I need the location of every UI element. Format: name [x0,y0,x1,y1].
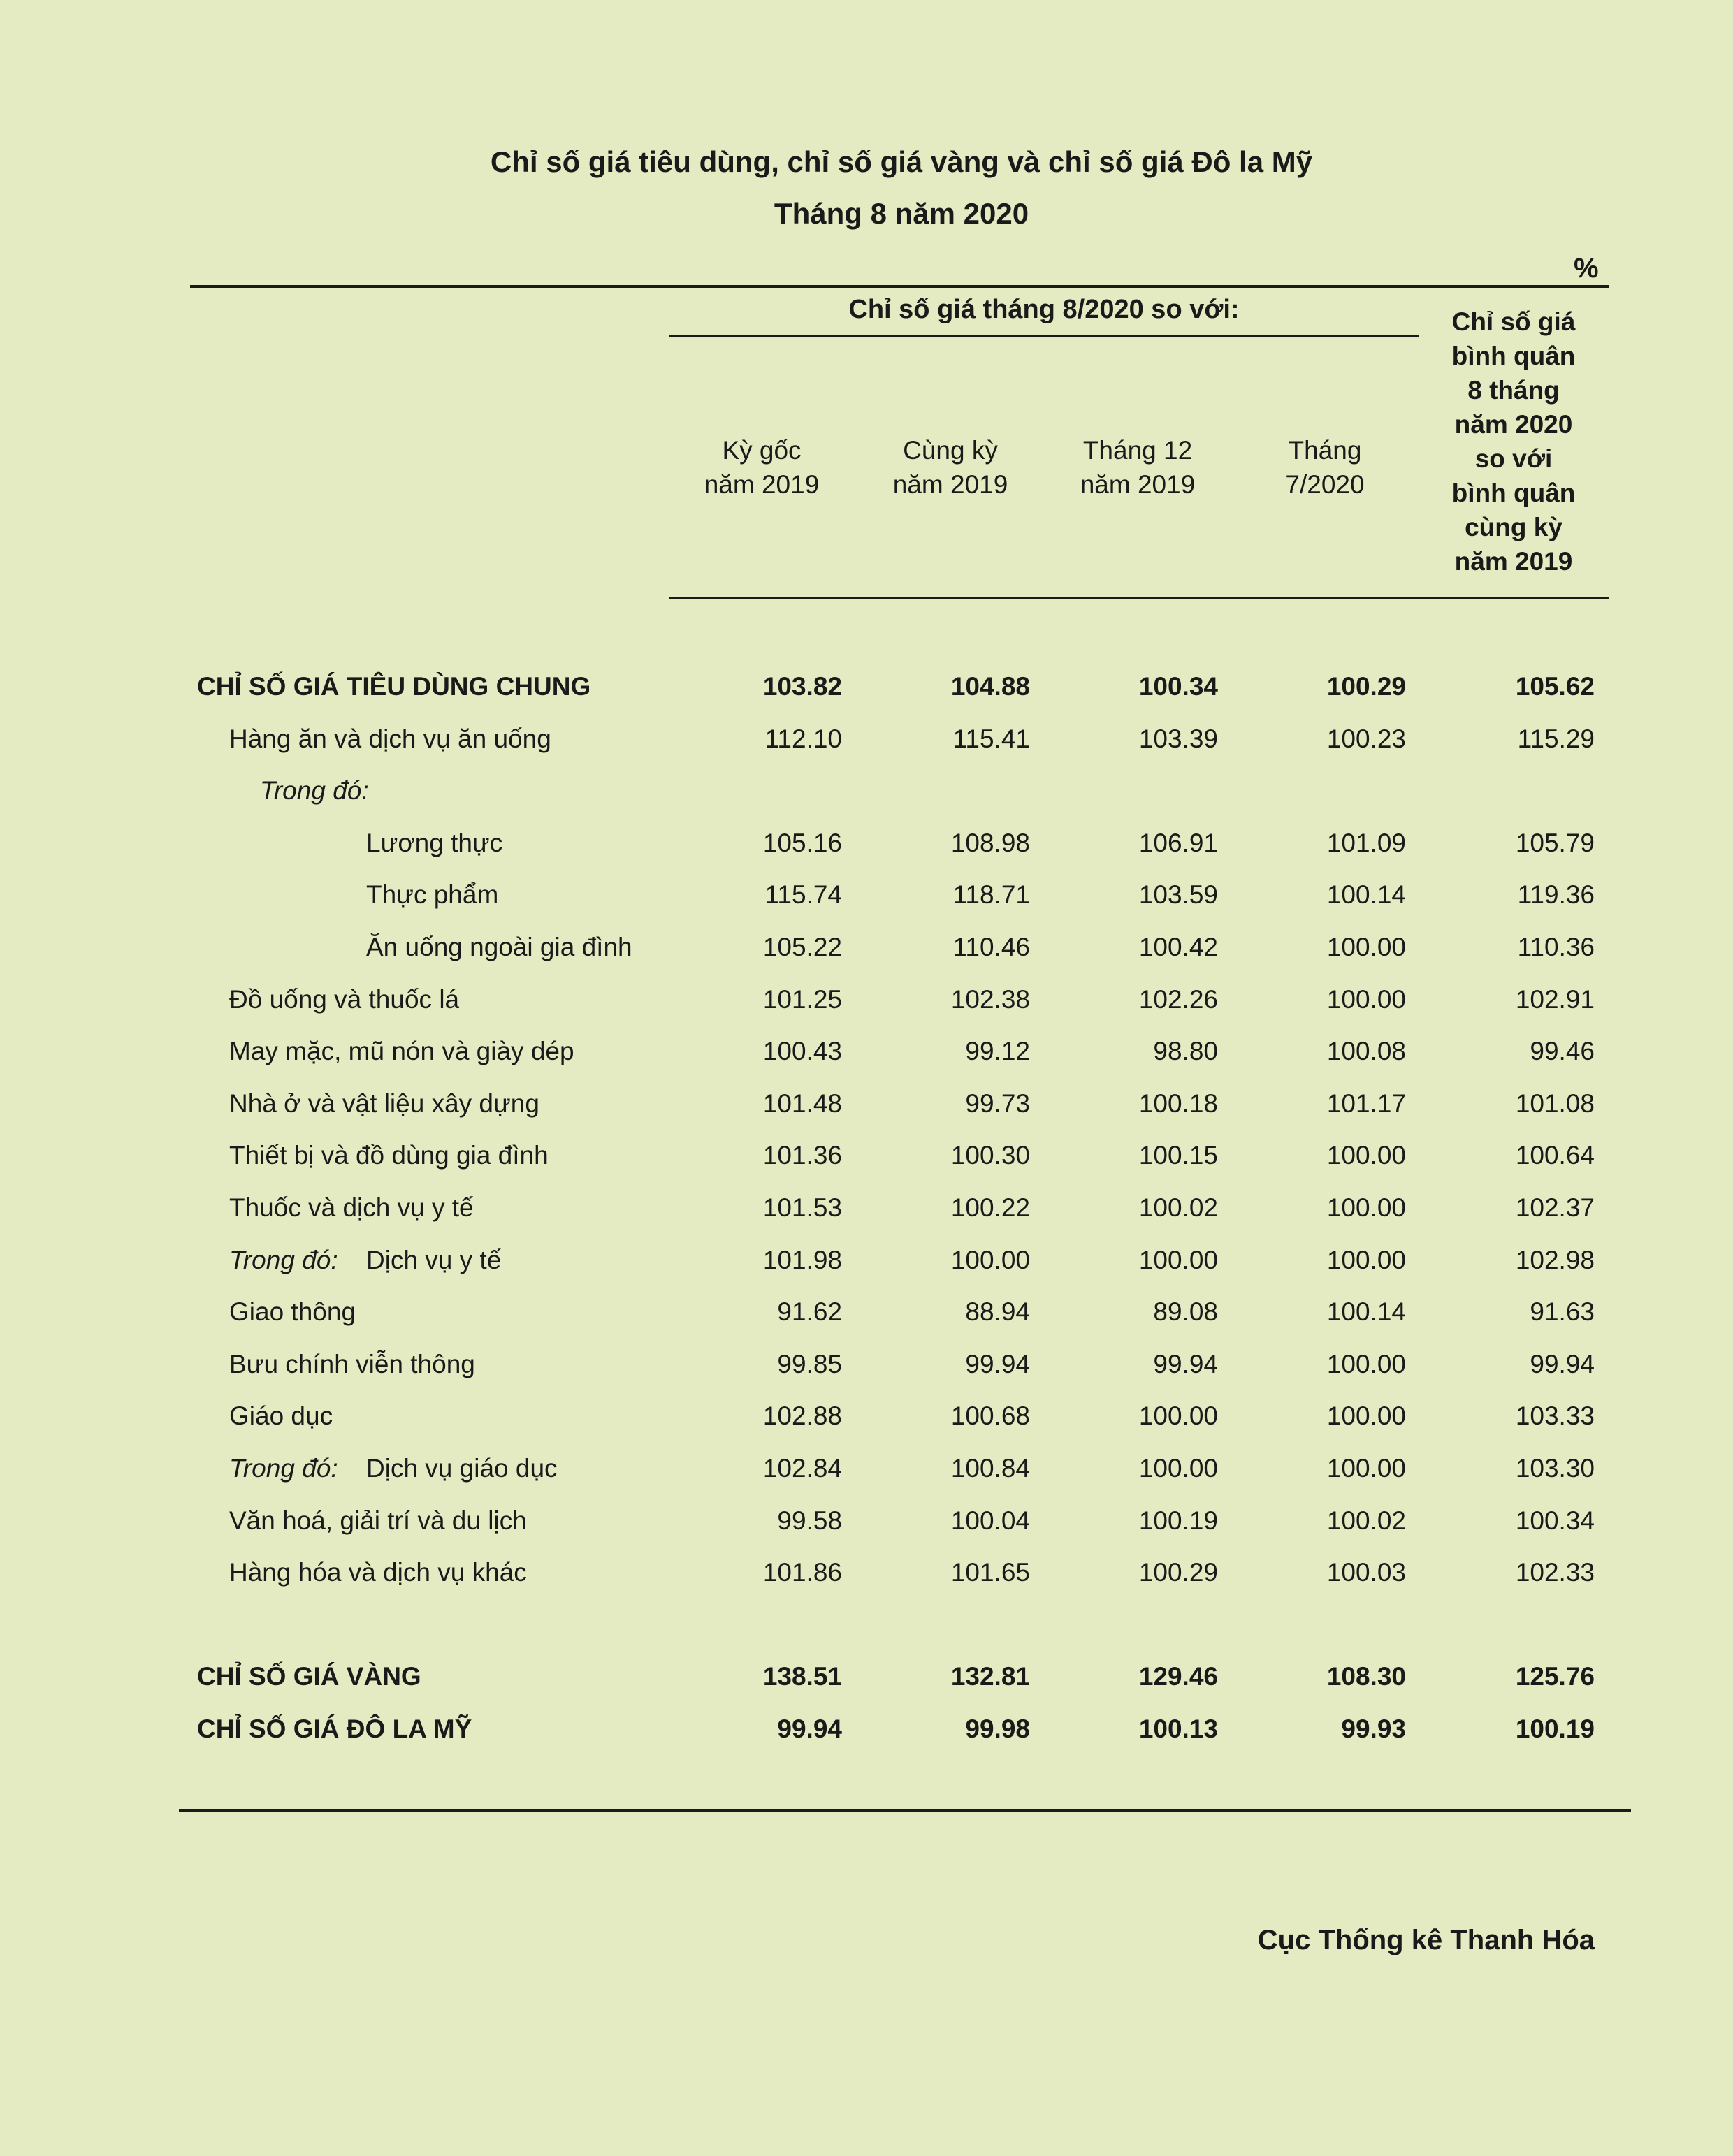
row-label: Ăn uống ngoài gia đình [366,933,632,961]
cell-col-2: 100.22 [950,1193,1030,1222]
cell-col-4: 100.29 [1326,672,1406,701]
cell-col-4: 100.03 [1326,1558,1406,1587]
cell-col-1: 99.94 [777,1714,842,1743]
table-row [0,1193,1733,1235]
cell-col-1: 105.22 [762,933,842,961]
column-header-1: Kỳ gốc năm 2019 [704,436,820,499]
row-label: Thuốc và dịch vụ y tế [229,1193,474,1222]
cell-col-3: 100.18 [1138,1089,1218,1118]
row-label: Đồ uống và thuốc lá [229,985,460,1014]
cell-col-4: 100.00 [1326,1141,1406,1170]
table-row [0,1401,1733,1443]
top-rule [190,285,1609,288]
cell-col-2: 104.88 [950,672,1030,701]
cell-col-2: 99.12 [965,1037,1030,1065]
table-row [0,880,1733,922]
cell-col-5: 100.64 [1515,1141,1595,1170]
cell-col-2: 100.00 [950,1246,1030,1274]
cell-col-2: 115.41 [952,724,1030,753]
cell-col-3: 100.02 [1138,1193,1218,1222]
cell-col-2: 108.98 [950,829,1030,857]
row-label: Trong đó: [260,776,369,805]
cell-col-2: 102.38 [950,985,1030,1014]
table-row [0,1246,1733,1288]
cell-col-5: 91.63 [1530,1297,1595,1326]
cell-col-5: 115.29 [1517,724,1595,753]
row-prefix: Trong đó: [229,1454,338,1483]
cell-col-3: 102.26 [1138,985,1218,1014]
cell-col-4: 100.14 [1326,880,1406,909]
cell-col-4: 100.00 [1326,985,1406,1014]
cell-col-5: 110.36 [1517,933,1595,961]
cell-col-5: 102.98 [1515,1246,1595,1274]
cell-col-5: 101.08 [1515,1089,1595,1118]
column-header-5: Chỉ số giá bình quân 8 tháng năm 2020 so với bình quân cùng kỳ năm 2019 [1451,307,1576,576]
table-row [0,776,1733,818]
cell-col-2: 88.94 [965,1297,1030,1326]
table-row [0,1662,1733,1704]
cell-col-3: 100.34 [1138,672,1218,701]
cell-col-4: 100.23 [1326,724,1406,753]
cell-col-2: 118.71 [952,880,1030,909]
table-row [0,672,1733,714]
cell-col-2: 99.98 [965,1714,1030,1743]
row-label: Thực phẩm [366,880,499,909]
cell-col-3: 100.15 [1138,1141,1218,1170]
cell-col-1: 101.36 [762,1141,842,1170]
cell-col-3: 100.00 [1138,1246,1218,1274]
table-row [0,1558,1733,1600]
table-row [0,1350,1733,1392]
table-row [0,1037,1733,1079]
cell-col-1: 91.62 [777,1297,842,1326]
cell-col-1: 100.43 [762,1037,842,1065]
cell-col-1: 112.10 [764,724,842,753]
cell-col-5: 105.62 [1515,672,1595,701]
cell-col-4: 99.93 [1341,1714,1406,1743]
cell-col-1: 103.82 [762,672,842,701]
column-header-4: Tháng 7/2020 [1285,436,1365,499]
cell-col-4: 100.00 [1326,933,1406,961]
cell-col-3: 100.19 [1138,1506,1218,1535]
row-label: Hàng ăn và dịch vụ ăn uống [229,724,551,753]
cell-col-5: 103.30 [1515,1454,1595,1483]
header-group-rule [669,335,1419,337]
cell-col-2: 100.68 [950,1401,1030,1430]
table-row [0,1141,1733,1183]
header-group-label: Chỉ số giá tháng 8/2020 so với: [848,295,1240,324]
cell-col-1: 102.84 [762,1454,842,1483]
cell-col-4: 100.08 [1326,1037,1406,1065]
row-label: Văn hoá, giải trí và du lịch [229,1506,527,1535]
cell-col-5: 99.46 [1530,1037,1595,1065]
row-label: Nhà ở và vật liệu xây dựng [229,1089,539,1118]
table-row [0,1506,1733,1548]
row-label: Giáo dục [229,1401,333,1430]
cell-col-4: 108.30 [1326,1662,1406,1691]
table-row [0,933,1733,975]
cell-col-1: 101.53 [762,1193,842,1222]
cell-col-1: 101.86 [762,1558,842,1587]
header-bottom-rule [669,597,1609,599]
cell-col-3: 89.08 [1153,1297,1218,1326]
cell-col-1: 105.16 [762,829,842,857]
cell-col-5: 102.37 [1515,1193,1595,1222]
cell-col-3: 100.42 [1138,933,1218,961]
row-prefix: Trong đó: [229,1246,338,1274]
cell-col-3: 99.94 [1153,1350,1218,1378]
cell-col-4: 100.00 [1326,1401,1406,1430]
cell-col-4: 101.09 [1326,829,1406,857]
row-label: Lương thực [366,829,503,857]
row-label: CHỈ SỐ GIÁ ĐÔ LA MỸ [197,1714,472,1743]
cell-col-3: 103.59 [1138,880,1218,909]
cell-col-5: 100.34 [1515,1506,1595,1535]
table-row [0,985,1733,1027]
row-label: CHỈ SỐ GIÁ TIÊU DÙNG CHUNG [197,672,591,701]
row-label: Hàng hóa và dịch vụ khác [229,1558,527,1587]
cell-col-4: 100.14 [1326,1297,1406,1326]
table-row [0,1454,1733,1496]
row-label: Bưu chính viễn thông [229,1350,475,1378]
cell-col-4: 100.00 [1326,1454,1406,1483]
cell-col-3: 100.13 [1138,1714,1218,1743]
cell-col-3: 100.00 [1138,1401,1218,1430]
cell-col-5: 102.91 [1515,985,1595,1014]
cell-col-5: 100.19 [1515,1714,1595,1743]
cell-col-2: 101.65 [950,1558,1030,1587]
row-label: Giao thông [229,1297,356,1326]
cell-col-5: 125.76 [1515,1662,1595,1691]
cell-col-3: 106.91 [1138,829,1218,857]
row-label: Dịch vụ giáo dục [366,1454,558,1483]
cell-col-2: 100.04 [950,1506,1030,1535]
cell-col-5: 105.79 [1515,829,1595,857]
cell-col-5: 103.33 [1515,1401,1595,1430]
column-header-3: Tháng 12 năm 2019 [1080,436,1196,499]
cell-col-5: 102.33 [1515,1558,1595,1587]
cell-col-3: 98.80 [1153,1037,1218,1065]
page-title: Chỉ số giá tiêu dùng, chỉ số giá vàng và chỉ số giá Đô la Mỹ [490,145,1313,178]
cell-col-3: 100.29 [1138,1558,1218,1587]
cell-col-1: 101.25 [762,985,842,1014]
cell-col-1: 115.74 [764,880,842,909]
cell-col-1: 99.85 [777,1350,842,1378]
cell-col-1: 99.58 [777,1506,842,1535]
cell-col-4: 100.00 [1326,1350,1406,1378]
table-row [0,1089,1733,1131]
cell-col-1: 138.51 [762,1662,842,1691]
row-label: CHỈ SỐ GIÁ VÀNG [197,1662,421,1691]
cell-col-3: 103.39 [1138,724,1218,753]
table-row [0,724,1733,766]
column-header-2: Cùng kỳ năm 2019 [892,436,1008,499]
page-subtitle: Tháng 8 năm 2020 [774,197,1029,230]
table-row [0,1297,1733,1339]
cell-col-4: 100.00 [1326,1193,1406,1222]
table-row [0,829,1733,871]
cell-col-2: 110.46 [952,933,1030,961]
table-row [0,1714,1733,1756]
cell-col-1: 102.88 [762,1401,842,1430]
cell-col-5: 119.36 [1517,880,1595,909]
cell-col-3: 100.00 [1138,1454,1218,1483]
cell-col-2: 99.73 [965,1089,1030,1118]
cell-col-4: 100.00 [1326,1246,1406,1274]
bottom-rule [179,1809,1631,1812]
cell-col-2: 99.94 [965,1350,1030,1378]
cell-col-2: 100.30 [950,1141,1030,1170]
unit-label: % [1574,253,1599,284]
cell-col-2: 132.81 [950,1662,1030,1691]
row-label: May mặc, mũ nón và giày dép [229,1037,574,1065]
cell-col-1: 101.98 [762,1246,842,1274]
cell-col-4: 101.17 [1326,1089,1406,1118]
cell-col-1: 101.48 [762,1089,842,1118]
row-label: Thiết bị và đồ dùng gia đình [229,1141,549,1170]
cell-col-4: 100.02 [1326,1506,1406,1535]
row-label: Dịch vụ y tế [366,1246,502,1274]
cell-col-3: 129.46 [1138,1662,1218,1691]
cell-col-5: 99.94 [1530,1350,1595,1378]
signature: Cục Thống kê Thanh Hóa [1257,1925,1595,1955]
cell-col-2: 100.84 [950,1454,1030,1483]
